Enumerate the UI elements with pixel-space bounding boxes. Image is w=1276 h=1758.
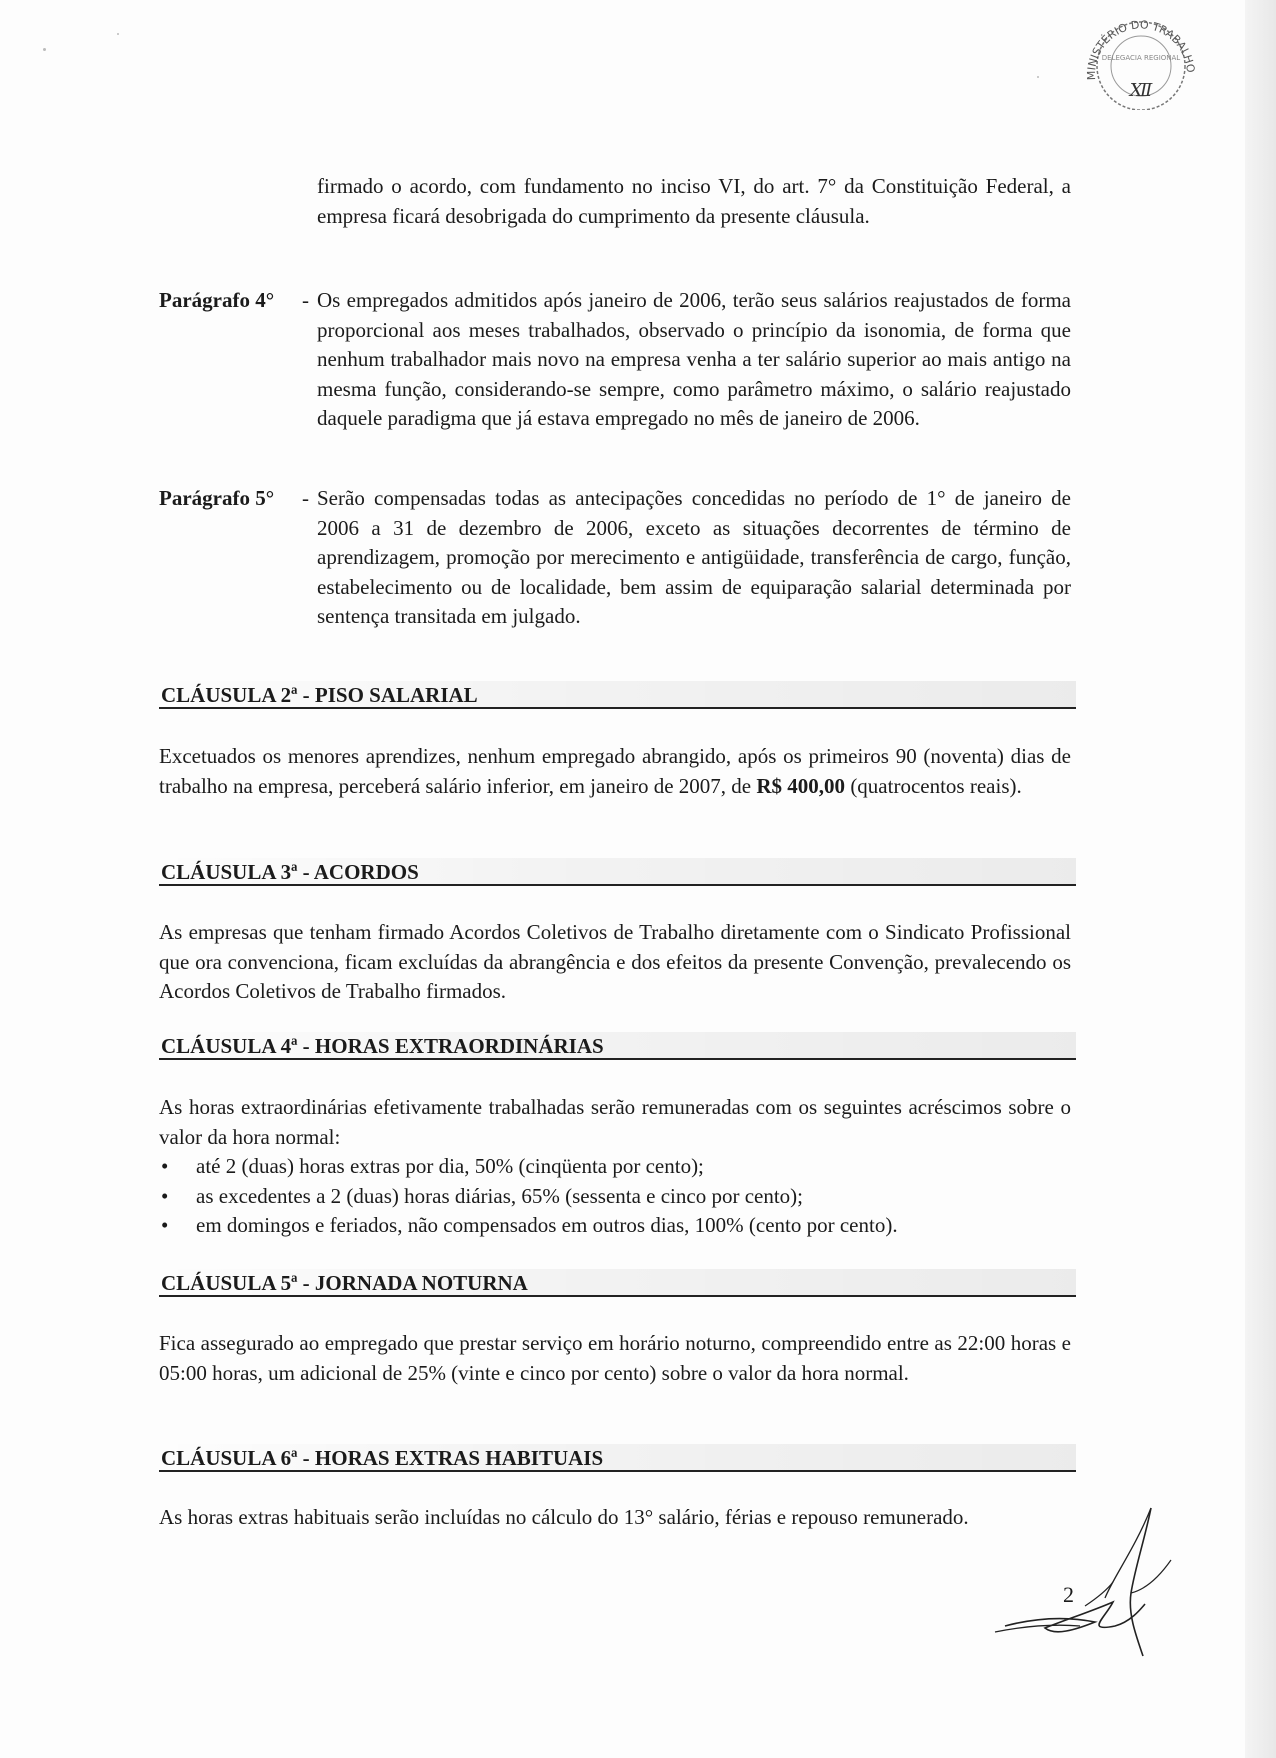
scan-speck — [117, 33, 119, 35]
clause-3-heading: CLÁUSULA 3ª - ACORDOS — [159, 858, 1076, 886]
paragraph-4-dash: - — [302, 288, 309, 312]
clause-4-heading: CLÁUSULA 4ª - HORAS EXTRAORDINÁRIAS — [159, 1032, 1076, 1060]
page-number: 2 — [1063, 1582, 1074, 1607]
clause-2-text — [159, 742, 1071, 801]
paragraph-5-text: Serão compensadas todas as antecipações concedidas no período de 1° de janeiro de 2006 a 31 de dezembro de 2006, exceto as situações decorrentes de término de aprendizagem, promoção por merecimento e antigüidade, transferência de cargo, função, estabelecimento ou de localidade, bem assim de equiparação salarial determinada por sentença transitada em julgado. — [317, 486, 1071, 628]
list-item: • até 2 (duas) horas extras por dia, 50% (cinqüenta por cento); — [159, 1152, 1071, 1182]
list-item: • em domingos e feriados, não compensados em outros dias, 100% (cento por cento). — [159, 1211, 1071, 1241]
paragraph-4-label — [159, 286, 274, 316]
clause-4-bullet-list — [159, 1152, 1071, 1241]
clause-2-heading: CLÁUSULA 2ª - PISO SALARIAL — [159, 681, 1076, 709]
list-item: • as excedentes a 2 (duas) horas diárias, 65% (sessenta e cinco por cento); — [159, 1182, 1071, 1212]
scan-edge — [1245, 0, 1276, 1758]
clause-5-text: Fica assegurado ao empregado que prestar serviço em horário noturno, compreendido entre as 22:00 horas e 05:00 horas, um adicional de 25% (vinte e cinco por cento) sobre o valor da hora normal. — [159, 1331, 1071, 1385]
paragraph-label-text: Parágrafo 5° — [159, 486, 275, 510]
handwritten-signature — [985, 1498, 1205, 1663]
clause-6-text: As horas extras habituais serão incluídas no cálculo do 13° salário, férias e repouso remunerado. — [159, 1505, 969, 1529]
clause-5-heading: CLÁUSULA 5ª - JORNADA NOTURNA — [159, 1269, 1076, 1297]
paragraph-label-text: Parágrafo 4° — [159, 288, 275, 312]
scan-speck — [1037, 76, 1039, 78]
stamp-initials: Ⅻ — [1129, 80, 1153, 101]
svg-text:MINISTÉRIO DO TRABALHO — [1085, 18, 1197, 80]
clause-3-text: As empresas que tenham firmado Acordos Coletivos de Trabalho diretamente com o Sindicato Profissional que ora convenciona, ficam excluídas da abrangência e dos efeitos da presente Convenção, prevalecendo os Acordos Coletivos de Trabalho firmados. — [159, 920, 1071, 1003]
clause-2-amount: R$ 400,00 — [756, 773, 846, 798]
intro-continuation: firmado o acordo, com fundamento no inciso VI, do art. 7° da Constituição Federal, a empresa ficará desobrigada do cumprimento da presente cláusula. — [317, 174, 1071, 228]
paragraph-5-label — [159, 484, 274, 514]
paragraph-4-text: Os empregados admitidos após janeiro de 2006, terão seus salários reajustados de forma proporcional aos meses trabalhados, observado o princípio da isonomia, de forma que nenhum trabalhador mais novo na empresa venha a ter salário superior ao mais antigo na mesma função, considerando-se sempre, como parâmetro máximo, o salário reajustado daquele paradigma que já estava empregado no mês de janeiro de 2006. — [317, 288, 1071, 430]
clause-6-heading: CLÁUSULA 6ª - HORAS EXTRAS HABITUAIS — [159, 1444, 1076, 1472]
paragraph-5-dash: - — [302, 486, 309, 510]
clause-2-text-part: Excetuados os menores aprendizes, nenhum empregado abrangido, após os primeiros 90 (noventa) dias de trabalho na empresa, perceberá salário inferior, em janeiro de 2007, de — [159, 744, 1071, 798]
scan-speck — [43, 48, 46, 51]
ministry-stamp — [1082, 14, 1200, 110]
clause-2-text-end: (quatrocentos reais). — [845, 773, 1022, 798]
stamp-inner-text: DELEGACIA REGIONAL — [1101, 54, 1181, 62]
stamp-arc-text: MINISTÉRIO DO TRABALHO — [1084, 18, 1198, 81]
clause-4-text: As horas extraordinárias efetivamente trabalhadas serão remuneradas com os seguintes acréscimos sobre o valor da hora normal: — [159, 1095, 1071, 1149]
